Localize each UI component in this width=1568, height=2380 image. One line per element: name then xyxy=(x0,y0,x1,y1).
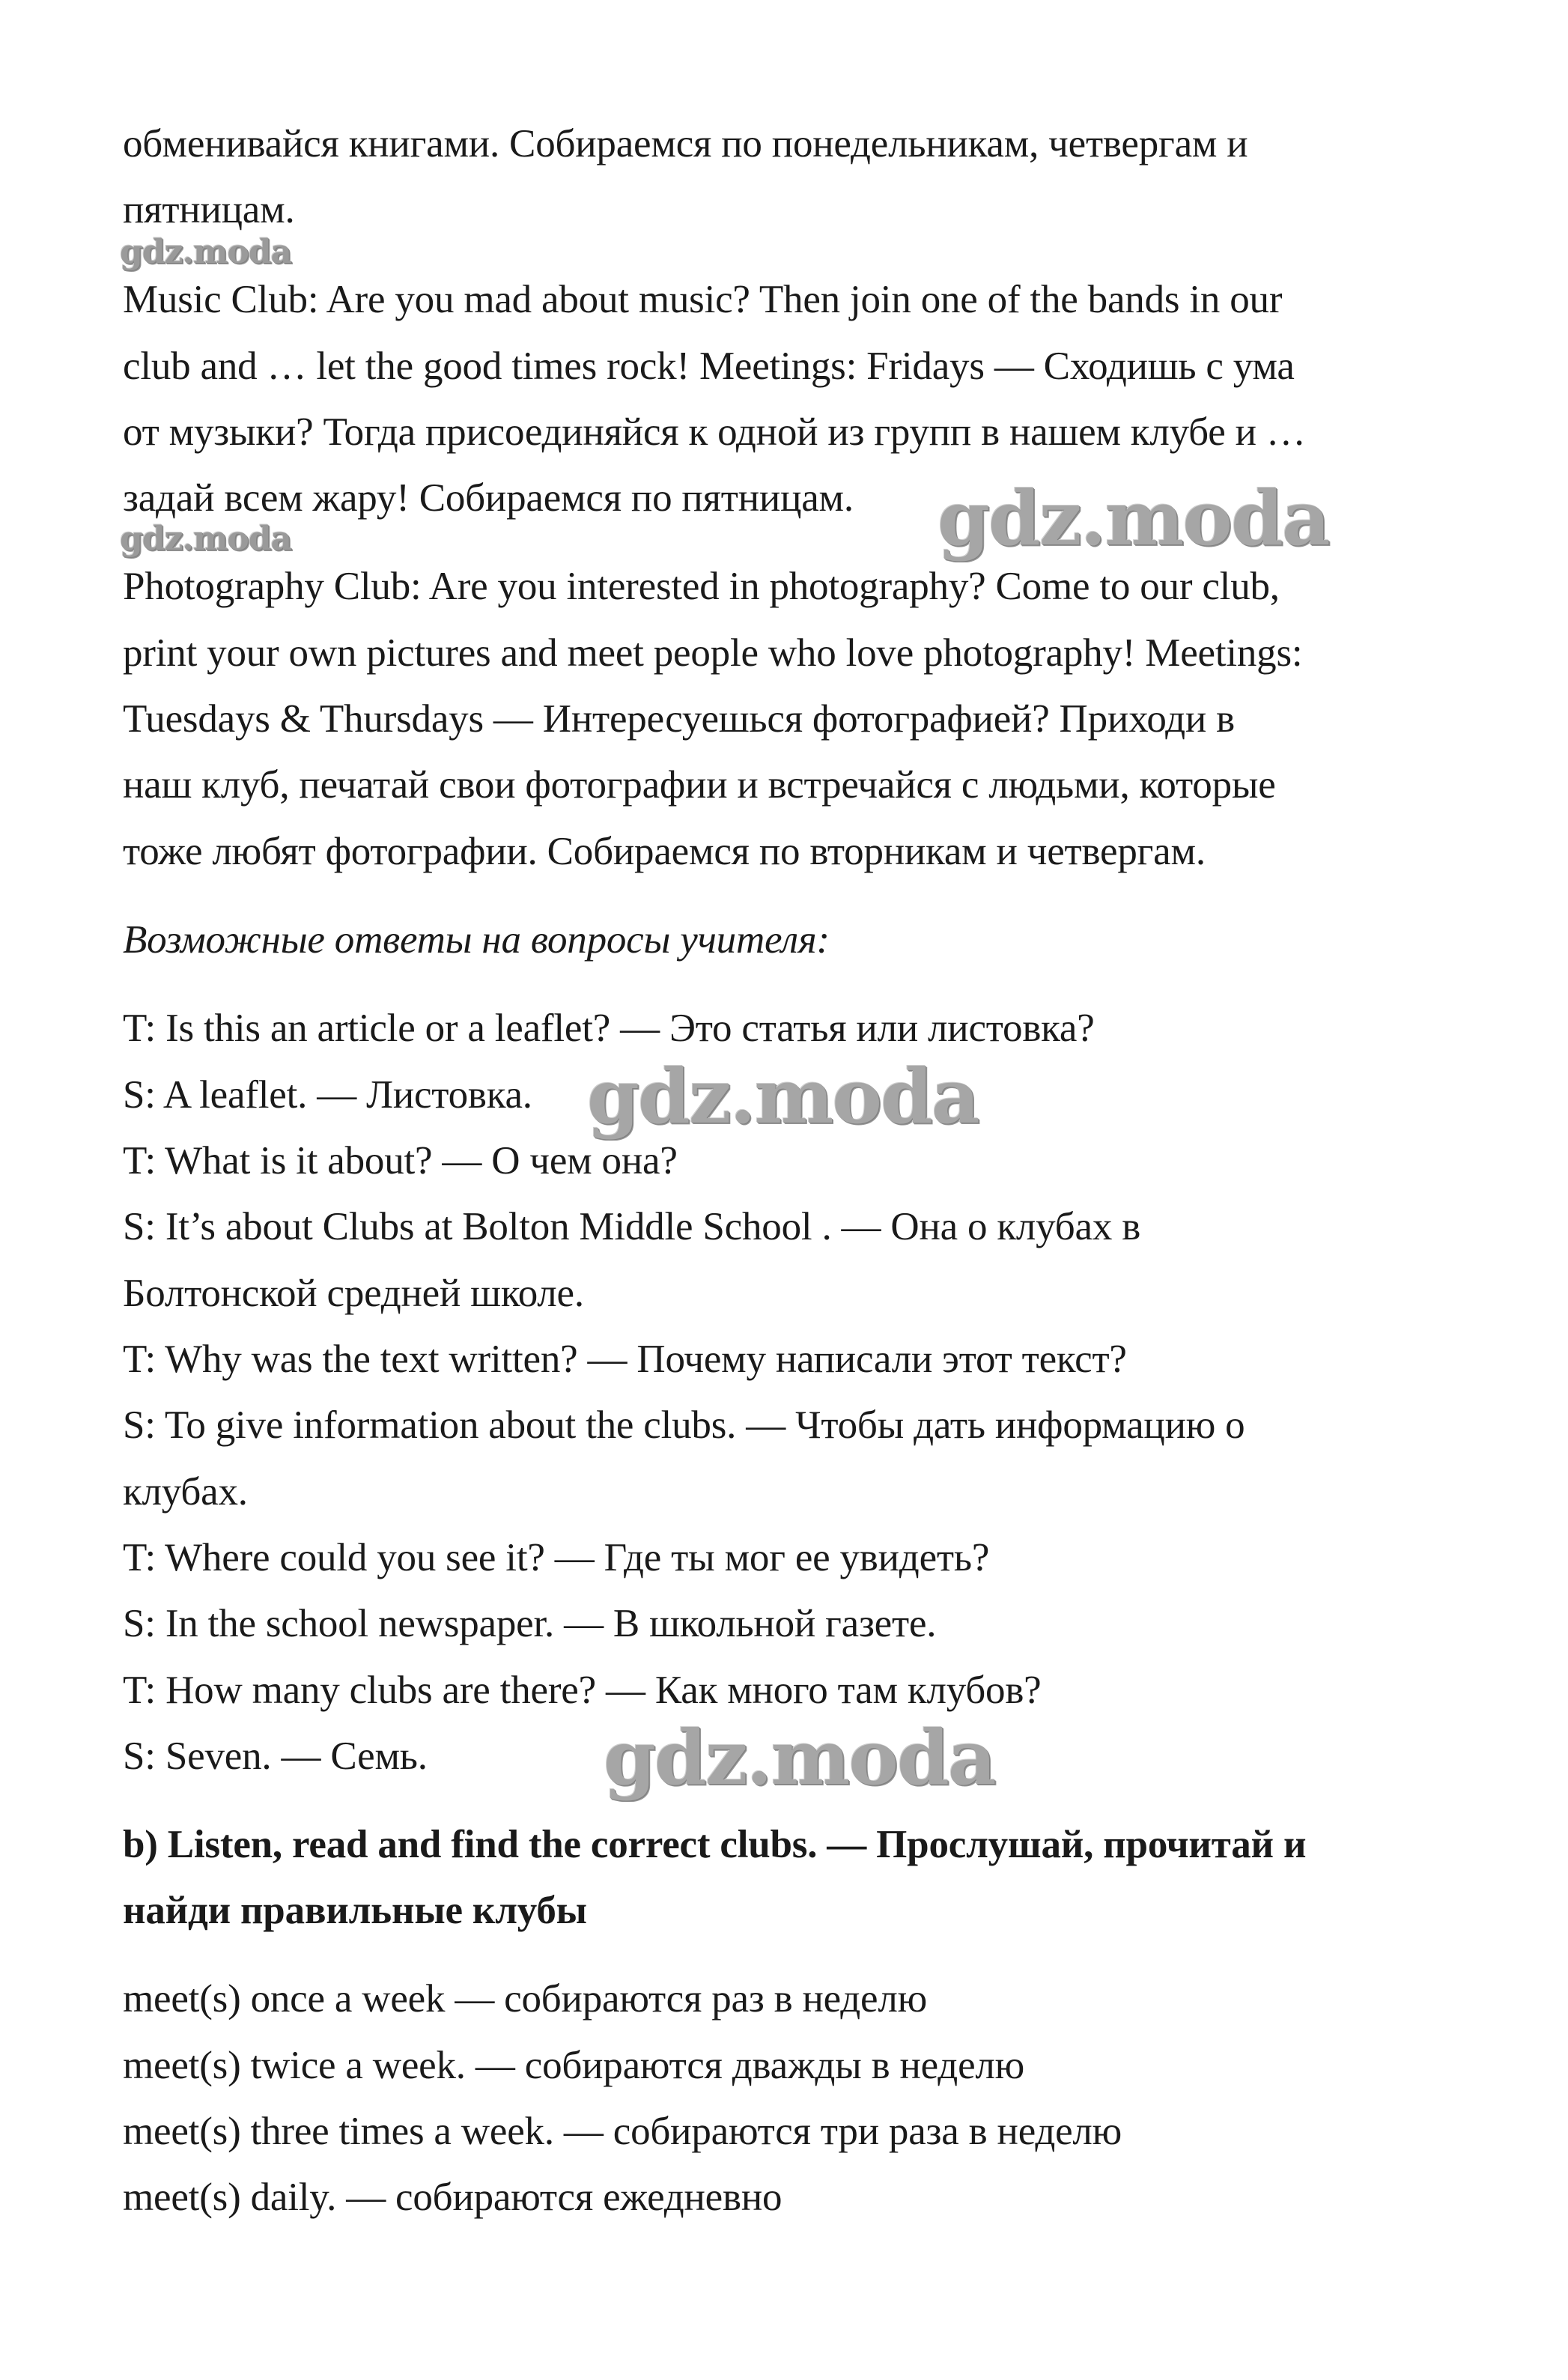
dialogue-line-10: S: In the school newspaper. — В школьной газете. xyxy=(123,1602,937,1645)
task-b-heading-line-1: b) Listen, read and find the correct clubs. — Прослушай, прочитай и xyxy=(123,1823,1307,1866)
photography-club-line-5: тоже любят фотографии. Собираемся по вторникам и четвергам. xyxy=(123,830,1206,873)
music-club-line-2: club and … let the good times rock! Meetings: Fridays — Сходишь с ума xyxy=(123,344,1295,388)
watermark-4: gdz.moda xyxy=(587,1052,979,1141)
dialogue-line-5: Болтонской средней школе. xyxy=(123,1272,584,1315)
frequency-line-4: meet(s) daily. — собираются ежедневно xyxy=(123,2176,783,2219)
watermark-1: gdz.moda xyxy=(120,233,292,271)
dialogue-line-8: клубах. xyxy=(123,1470,248,1514)
photography-club-line-3: Tuesdays & Thursdays — Интересуешься фотографией? Приходи в xyxy=(123,697,1235,741)
dialogue-line-6: T: Why was the text written? — Почему написали этот текст? xyxy=(123,1338,1127,1381)
dialogue-line-1: T: Is this an article or a leaflet? — Это статья или листовка? xyxy=(123,1007,1095,1050)
music-club-line-1: Music Club: Are you mad about music? Then join one of the bands in our xyxy=(123,278,1283,321)
photography-club-line-4: наш клуб, печатай свои фотографии и встречайся с людьми, которые xyxy=(123,763,1276,807)
dialogue-line-2: S: A leaflet. — Листовка. xyxy=(123,1073,532,1117)
frequency-line-2: meet(s) twice a week. — собираются дважды в неделю xyxy=(123,2044,1025,2087)
dialogue-line-9: T: Where could you see it? — Где ты мог ее увидеть? xyxy=(123,1536,990,1579)
music-club-line-3: от музыки? Тогда присоединяйся к одной из групп в нашем клубе и … xyxy=(123,410,1306,454)
frequency-line-1: meet(s) once a week — собираются раз в неделю xyxy=(123,1977,928,2021)
frequency-line-3: meet(s) three times a week. — собираются три раза в неделю xyxy=(123,2110,1122,2153)
teacher-section-heading: Возможные ответы на вопросы учителя: xyxy=(123,918,830,962)
dialogue-line-11: T: How many clubs are there? — Как много там клубов? xyxy=(123,1669,1042,1712)
book-club-line-1: обменивайся книгами. Собираемся по понедельникам, четвергам и xyxy=(123,122,1248,166)
photography-club-line-1: Photography Club: Are you interested in photography? Come to our club, xyxy=(123,565,1280,608)
dialogue-line-7: S: To give information about the clubs. — Чтобы дать информацию о xyxy=(123,1403,1245,1447)
watermark-3: gdz.moda xyxy=(120,520,292,558)
dialogue-line-4: S: It’s about Clubs at Bolton Middle School . — Она о клубах в xyxy=(123,1205,1141,1248)
watermark-5: gdz.moda xyxy=(604,1713,995,1802)
task-b-heading-line-2: найди правильные клубы xyxy=(123,1889,587,1932)
watermark-2: gdz.moda xyxy=(938,474,1329,562)
book-club-line-2: пятницам. xyxy=(123,188,295,231)
dialogue-line-12: S: Seven. — Семь. xyxy=(123,1734,428,1778)
photography-club-line-2: print your own pictures and meet people who love photography! Meetings: xyxy=(123,631,1303,675)
music-club-line-4: задай всем жару! Собираемся по пятницам. xyxy=(123,476,854,520)
dialogue-line-3: T: What is it about? — О чем она? xyxy=(123,1139,678,1183)
